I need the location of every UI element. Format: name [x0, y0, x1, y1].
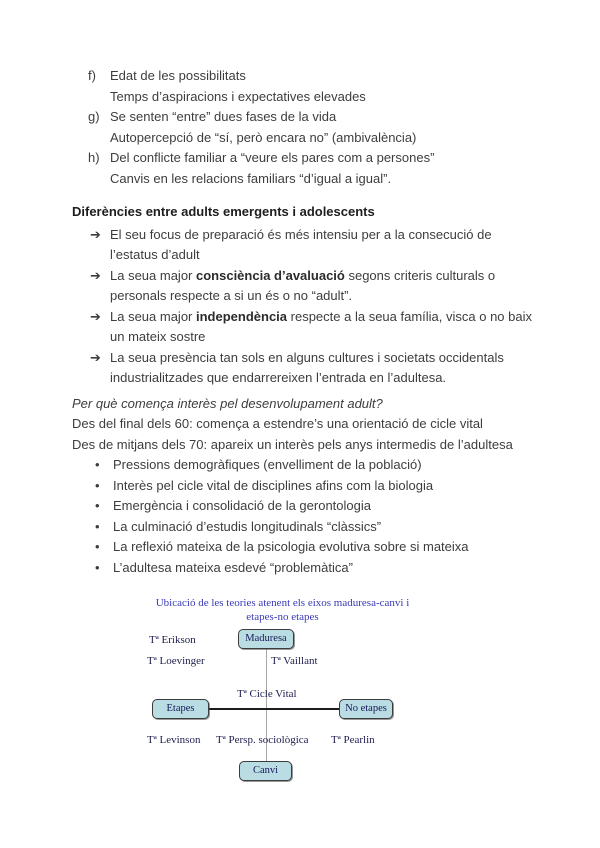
intro-line: Des del final dels 60: comença a estendre’s una orientació de cicle vital — [72, 416, 483, 431]
arrow-list — [72, 225, 538, 389]
bullet-item-text: Interès pel cicle vital de disciplines afins com la biologia — [113, 477, 434, 493]
arrow-item-text: La seua major consciència d’avaluació segons criteris culturals o personals respecte a si un és o no “adult”. — [110, 267, 496, 303]
bullet-list-item — [72, 476, 538, 497]
list-line: Se senten “entre” dues fases de la vida — [110, 109, 337, 124]
list-item — [72, 66, 538, 107]
list-line: Temps d’aspiracions i expectatives elevades — [110, 88, 366, 104]
arrow-list-item — [72, 348, 538, 389]
bullet-icon: • — [95, 457, 100, 472]
diagram — [0, 595, 600, 810]
bullet-icon: • — [95, 477, 100, 493]
section-heading: Diferències entre adults emergents i adolescents — [72, 204, 375, 219]
list-line: Edat de les possibilitats — [110, 68, 246, 83]
arrow-bullet-icon: ➔ — [90, 267, 101, 283]
list-item-text — [110, 148, 538, 189]
bullet-list-item — [72, 558, 538, 579]
arrow-bullet-icon: ➔ — [90, 349, 101, 365]
bullet-list-item — [72, 537, 538, 558]
diagram-horizontal-line — [209, 708, 339, 710]
arrow-list-item — [72, 225, 538, 266]
bullet-item-text: Emergència i consolidació de la gerontologia — [113, 498, 371, 513]
list-item-text — [110, 107, 538, 148]
bullet-item-text: La reflexió mateixa de la psicologia evolutiva sobre si mateixa — [113, 539, 469, 554]
bullet-list-item — [72, 455, 538, 476]
list-item — [72, 107, 538, 148]
list-line: Canvis en les relacions familiars “d’igual a igual”. — [110, 170, 392, 186]
bullet-icon: • — [95, 498, 100, 513]
diagram-label-persp-sociologica: Tª Persp. sociològica — [216, 734, 309, 746]
diagram-title-line: Ubicació de les teories atenent els eixos maduresa-canvi i — [155, 597, 410, 609]
bullet-list-item — [72, 517, 538, 538]
list-marker: g) — [88, 109, 100, 124]
bullet-icon: • — [95, 518, 100, 534]
intro-line: Des de mitjans dels 70: apareix un interès pels anys intermedis de l’adultesa — [72, 436, 513, 452]
diagram-label-loevinger: Tª Loevinger — [147, 655, 205, 667]
list-marker: h) — [88, 150, 100, 165]
lettered-list — [72, 66, 538, 189]
list-item — [72, 148, 538, 189]
diagram-label-vaillant: Tª Vaillant — [271, 655, 318, 667]
diagram-label-erikson: Tª Erikson — [149, 634, 196, 646]
arrow-item-text: La seua major independència respecte a la seua família, visca o no baix un mateix sostre — [110, 308, 532, 344]
diagram-box-no-etapes: No etapes — [339, 699, 393, 719]
diagram-title-line: etapes-no etapes — [246, 611, 319, 623]
arrow-bullet-icon: ➔ — [90, 308, 101, 324]
bullet-icon: • — [95, 559, 100, 575]
arrow-list-item — [72, 307, 538, 348]
bullet-list — [72, 455, 538, 578]
bullet-item-text: L’adultesa mateixa esdevé “problemàtica” — [113, 559, 353, 575]
diagram-box-etapes: Etapes — [152, 699, 209, 719]
diagram-label-pearlin: Tª Pearlin — [331, 734, 375, 746]
text-column — [72, 66, 538, 578]
list-marker: f) — [88, 68, 96, 83]
arrow-item-text: La seua presència tan sols en alguns cultures i societats occidentals industrialitzades que endarrereixen l’entrada en l’adultesa. — [110, 349, 504, 385]
diagram-box-canvi: Canvi — [239, 761, 292, 781]
bullet-item-text: La culminació d’estudis longitudinals “clàssics” — [113, 518, 382, 534]
list-line: Autopercepció de “sí, però encara no” (ambivalència) — [110, 129, 417, 145]
arrow-bullet-icon: ➔ — [90, 226, 101, 242]
list-item-text — [110, 66, 538, 107]
arrow-item-text: El seu focus de preparació és més intensiu per a la consecució de l’estatus d’adult — [110, 226, 492, 262]
diagram-label-cicle-vital: Tª Cicle Vital — [237, 688, 297, 700]
diagram-label-levinson: Tª Levinson — [147, 734, 201, 746]
question-heading: Per què comença interès pel desenvolupament adult? — [72, 395, 383, 411]
bullet-item-text: Pressions demogràfiques (envelliment de la població) — [113, 457, 422, 472]
diagram-box-maduresa: Maduresa — [238, 629, 294, 649]
diagram-title — [140, 596, 425, 624]
bullet-list-item — [72, 496, 538, 517]
arrow-list-item — [72, 266, 538, 307]
list-line: Del conflicte familiar a “veure els pares com a persones” — [110, 150, 435, 165]
bullet-icon: • — [95, 539, 100, 554]
